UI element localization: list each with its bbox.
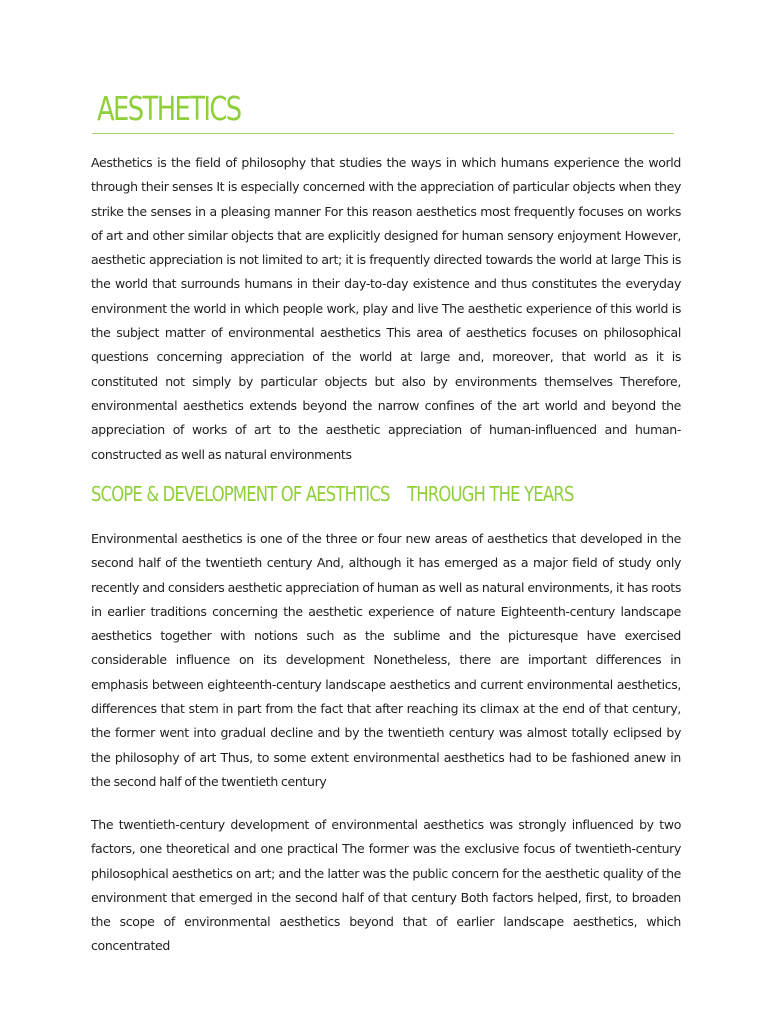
paragraph-scope: Environmental aesthetics is one of the three or four new areas of aesthetics that developed in the second half of the twentieth century And, although it has emerged as a major field of study only recently and considers aesthetic appreciation of human as well as natural environments, it has roots in earlier traditions concerning the aesthetic experience of nature Eighteenth-century landscape aesthetics together with notions such as the sublime and the picturesque have exercised considerable influence on its development Nonetheless, there are important differences in emphasis between eighteenth-century landscape aesthetics and current environmental aesthetics, differences that stem in part from the fact that after reaching its climax at the end of that century, the former went into gradual decline and by the twentieth century was almost totally eclipsed by the philosophy of art Thus, to some extent environmental aesthetics had to be fashioned anew in the second half of the twentieth century — [91, 531, 681, 789]
paragraph-intro: Aesthetics is the field of philosophy that studies the ways in which humans experience the world through their senses It is especially concerned with the appreciation of particular objects when they strike the senses in a pleasing manner For this reason aesthetics most frequently focuses on works of art and other similar objects that are explicitly designed for human sensory enjoyment However, aesthetic appreciation is not limited to art; it is frequently directed towards the world at large This is the world that surrounds humans in their day-to-day existence and thus constitutes the everyday environment the world in which people work, play and live The aesthetic experience of this world is the subject matter of environmental aesthetics This area of aesthetics focuses on philosophical questions concerning appreciation of the world at large and, moreover, that world as it is constituted not simply by particular objects but also by environments themselves Therefore, environmental aesthetics extends beyond the narrow confines of the art world and beyond the appreciation of works of art to the aesthetic appreciation of human-influenced and human-constructed as well as natural environments — [91, 155, 681, 462]
page-title: AESTHETICS — [97, 89, 241, 128]
paragraph-development: The twentieth-century development of environmental aesthetics was strongly influenced by two factors, one theoretical and one practical The former was the exclusive focus of twentieth-century philosophical aesthetics on art; and the latter was the public concern for the aesthetic quality of the environment that emerged in the second half of that century Both factors helped, first, to broaden the scope of environmental aesthetics beyond that of earlier landscape aesthetics, which concentrated — [91, 817, 681, 954]
section-heading: SCOPE & DEVELOPMENT OF AESTHTICS THROUGH THE YEARS — [91, 482, 574, 506]
title-divider — [92, 133, 674, 134]
